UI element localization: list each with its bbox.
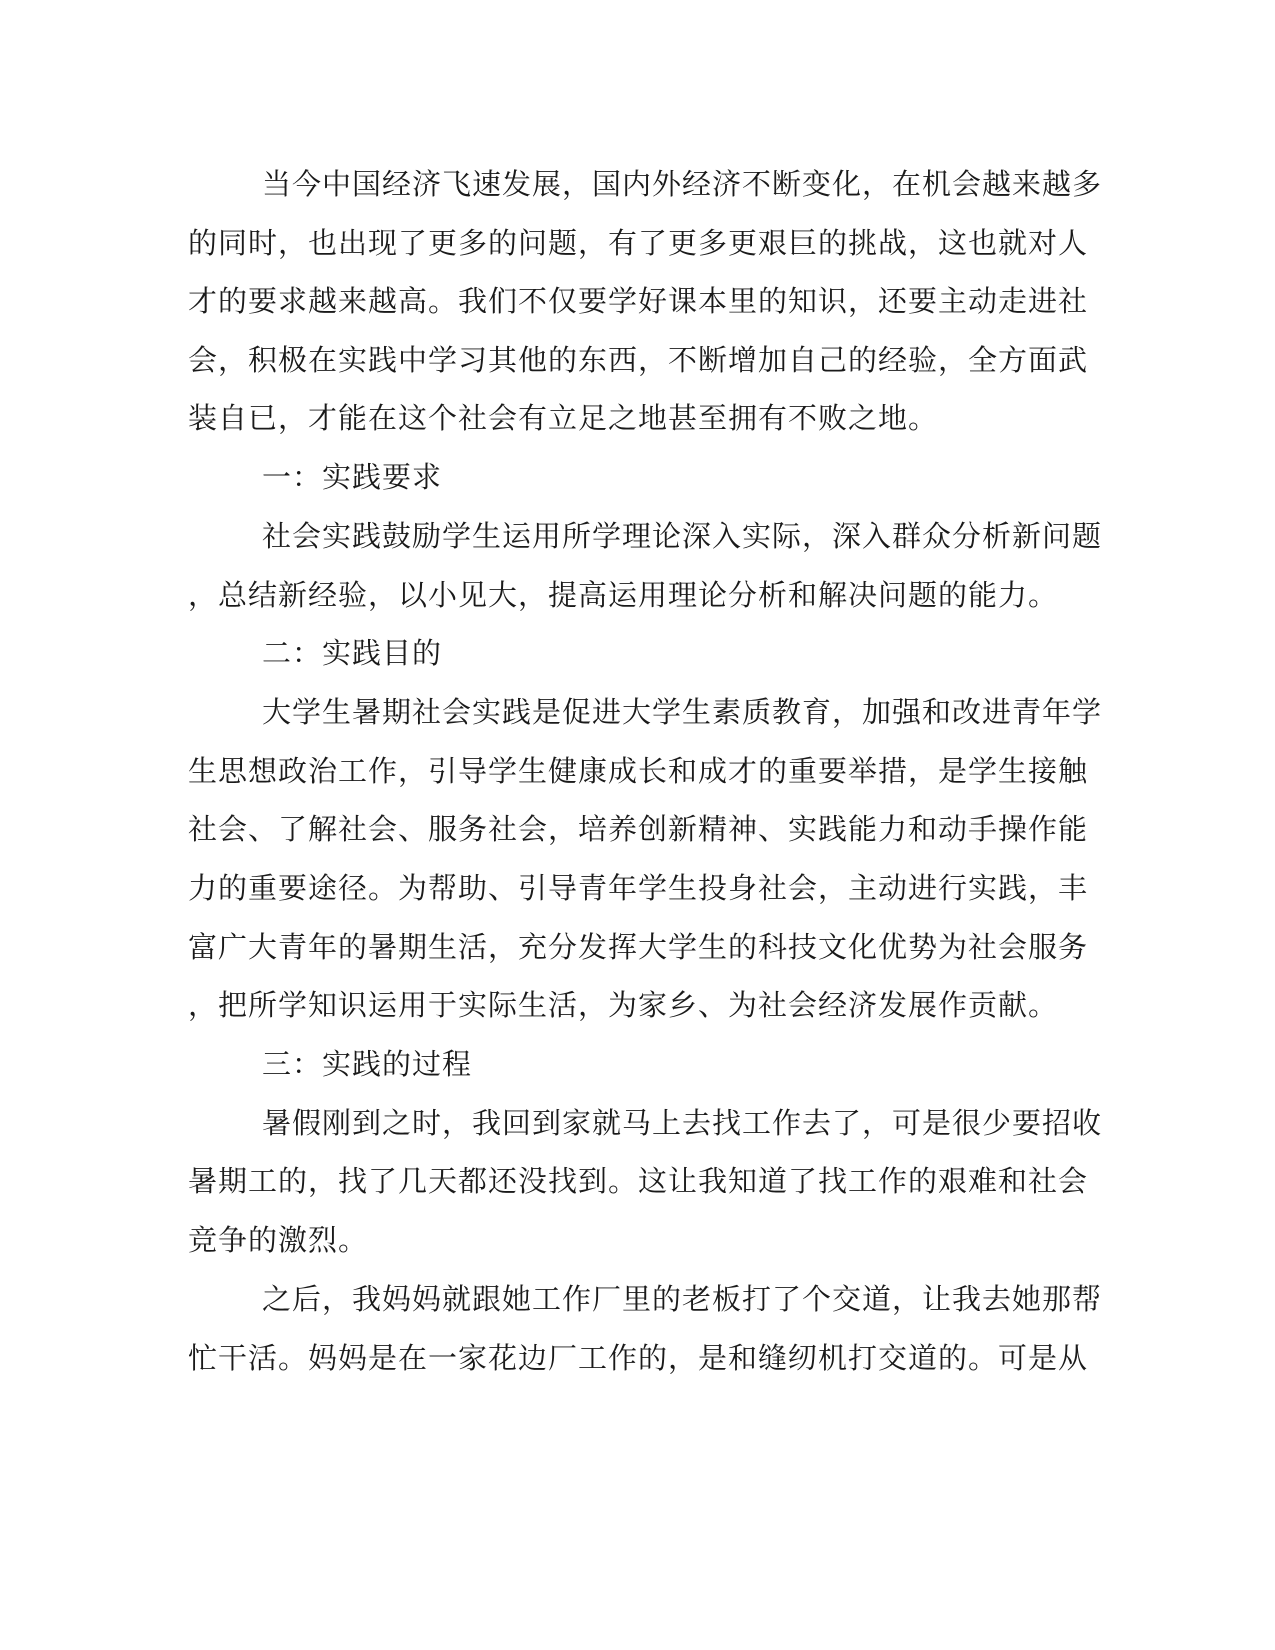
paragraph-line: 社会、了解社会、服务社会，培养创新精神、实践能力和动手操作能 <box>188 812 1089 846</box>
paragraph-line: 才的要求越来越高。我们不仅要学好课本里的知识，还要主动走进社 <box>188 284 1089 318</box>
paragraph-line: 会，积极在实践中学习其他的东西，不断增加自己的经验，全方面武 <box>188 343 1089 377</box>
paragraph-line: 竞争的激烈。 <box>188 1223 369 1257</box>
paragraph-line: 之后，我妈妈就跟她工作厂里的老板打了个交道，让我去她那帮 <box>262 1282 1103 1316</box>
paragraph-line: 暑期工的，找了几天都还没找到。这让我知道了找工作的艰难和社会 <box>188 1164 1089 1198</box>
section-heading: 一：实践要求 <box>262 460 443 494</box>
paragraph-line: ，总结新经验，以小见大，提高运用理论分析和解决问题的能力。 <box>188 578 1059 612</box>
section-heading: 三：实践的过程 <box>262 1047 473 1081</box>
paragraph-line: 力的重要途径。为帮助、引导青年学生投身社会，主动进行实践，丰 <box>188 871 1089 905</box>
paragraph-line: 生思想政治工作，引导学生健康成长和成才的重要举措，是学生接触 <box>188 754 1089 788</box>
paragraph-line: 忙干活。妈妈是在一家花边厂工作的，是和缝纫机打交道的。可是从 <box>188 1341 1089 1375</box>
paragraph-line: 当今中国经济飞速发展，国内外经济不断变化，在机会越来越多 <box>262 167 1103 201</box>
paragraph-line: 装自已，才能在这个社会有立足之地甚至拥有不败之地。 <box>188 401 939 435</box>
paragraph-line: 大学生暑期社会实践是促进大学生素质教育，加强和改进青年学 <box>262 695 1103 729</box>
paragraph-line: 富广大青年的暑期生活，充分发挥大学生的科技文化优势为社会服务 <box>188 930 1089 964</box>
paragraph-line: 社会实践鼓励学生运用所学理论深入实际，深入群众分析新问题 <box>262 519 1103 553</box>
paragraph-line: ，把所学知识运用于实际生活，为家乡、为社会经济发展作贡献。 <box>188 988 1059 1022</box>
section-heading: 二：实践目的 <box>262 636 443 670</box>
paragraph-line: 暑假刚到之时，我回到家就马上去找工作去了，可是很少要招收 <box>262 1106 1103 1140</box>
paragraph-line: 的同时，也出现了更多的问题，有了更多更艰巨的挑战，这也就对人 <box>188 226 1089 260</box>
